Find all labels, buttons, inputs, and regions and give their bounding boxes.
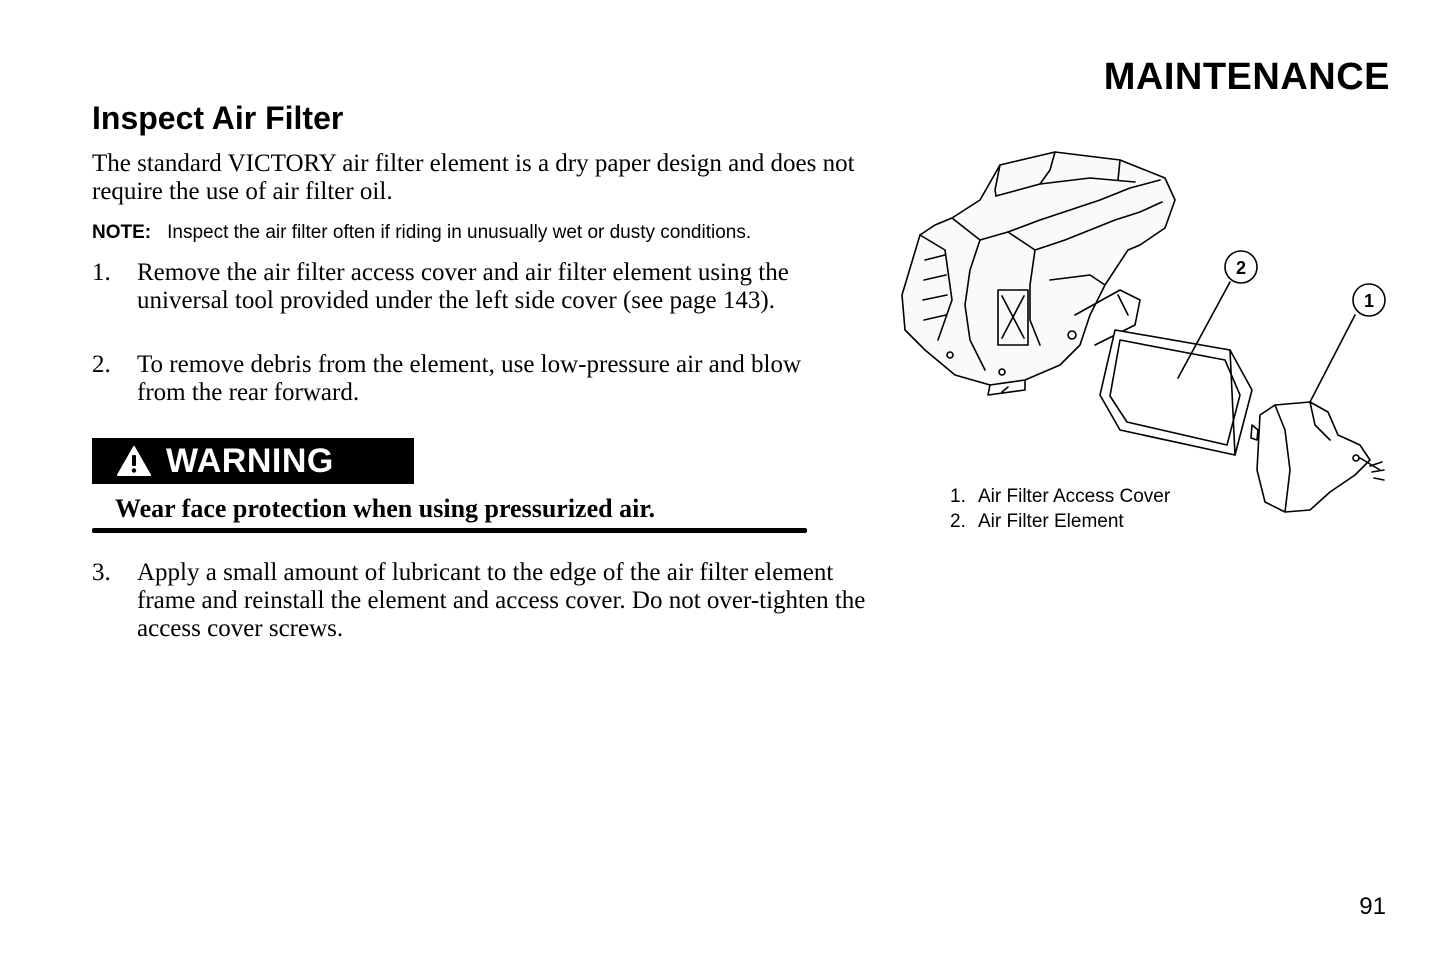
warning-banner bbox=[92, 438, 414, 484]
step-item bbox=[92, 259, 882, 315]
note-label: NOTE: bbox=[92, 222, 152, 243]
note-text: Inspect the air filter often if riding in unusually wet or dusty conditions. bbox=[167, 222, 752, 243]
step-number: 1. bbox=[92, 259, 111, 286]
diagram-caption bbox=[950, 484, 1170, 534]
caption-number: 1. bbox=[950, 486, 966, 507]
warning-triangle-icon bbox=[116, 445, 152, 477]
caption-text: Air Filter Element bbox=[978, 511, 1124, 532]
step-item bbox=[92, 351, 882, 407]
air-filter-diagram bbox=[890, 140, 1410, 530]
page-title: Inspect Air Filter bbox=[92, 100, 344, 136]
step-text: Apply a small amount of lubricant to the edge of the air filter element frame and reinstall the element and access cover. Do not over-tighten the access cover screws. bbox=[137, 559, 866, 642]
caption-text: Air Filter Access Cover bbox=[978, 486, 1171, 507]
page-number: 91 bbox=[1359, 893, 1386, 920]
section-header: MAINTENANCE bbox=[1103, 56, 1390, 98]
caption-item bbox=[950, 509, 1170, 534]
callout-2: 2 bbox=[1235, 258, 1247, 278]
callout-1: 1 bbox=[1363, 291, 1375, 311]
caption-item bbox=[950, 484, 1170, 509]
warning-label: WARNING bbox=[166, 441, 334, 480]
warning-divider bbox=[92, 528, 807, 533]
step-number: 2. bbox=[92, 351, 111, 378]
caption-number: 2. bbox=[950, 511, 966, 532]
step-item bbox=[92, 559, 882, 643]
warning-text: Wear face protection when using pressurized air. bbox=[115, 494, 655, 523]
intro-paragraph: The standard VICTORY air filter element is a dry paper design and does not require the use of air filter oil. bbox=[92, 150, 855, 205]
note bbox=[92, 222, 892, 244]
step-text: To remove debris from the element, use low-pressure air and blow from the rear forward. bbox=[137, 351, 802, 406]
step-number: 3. bbox=[92, 559, 111, 586]
step-text: Remove the air filter access cover and air filter element using the universal tool provided under the left side cover (see page 143). bbox=[137, 259, 789, 314]
